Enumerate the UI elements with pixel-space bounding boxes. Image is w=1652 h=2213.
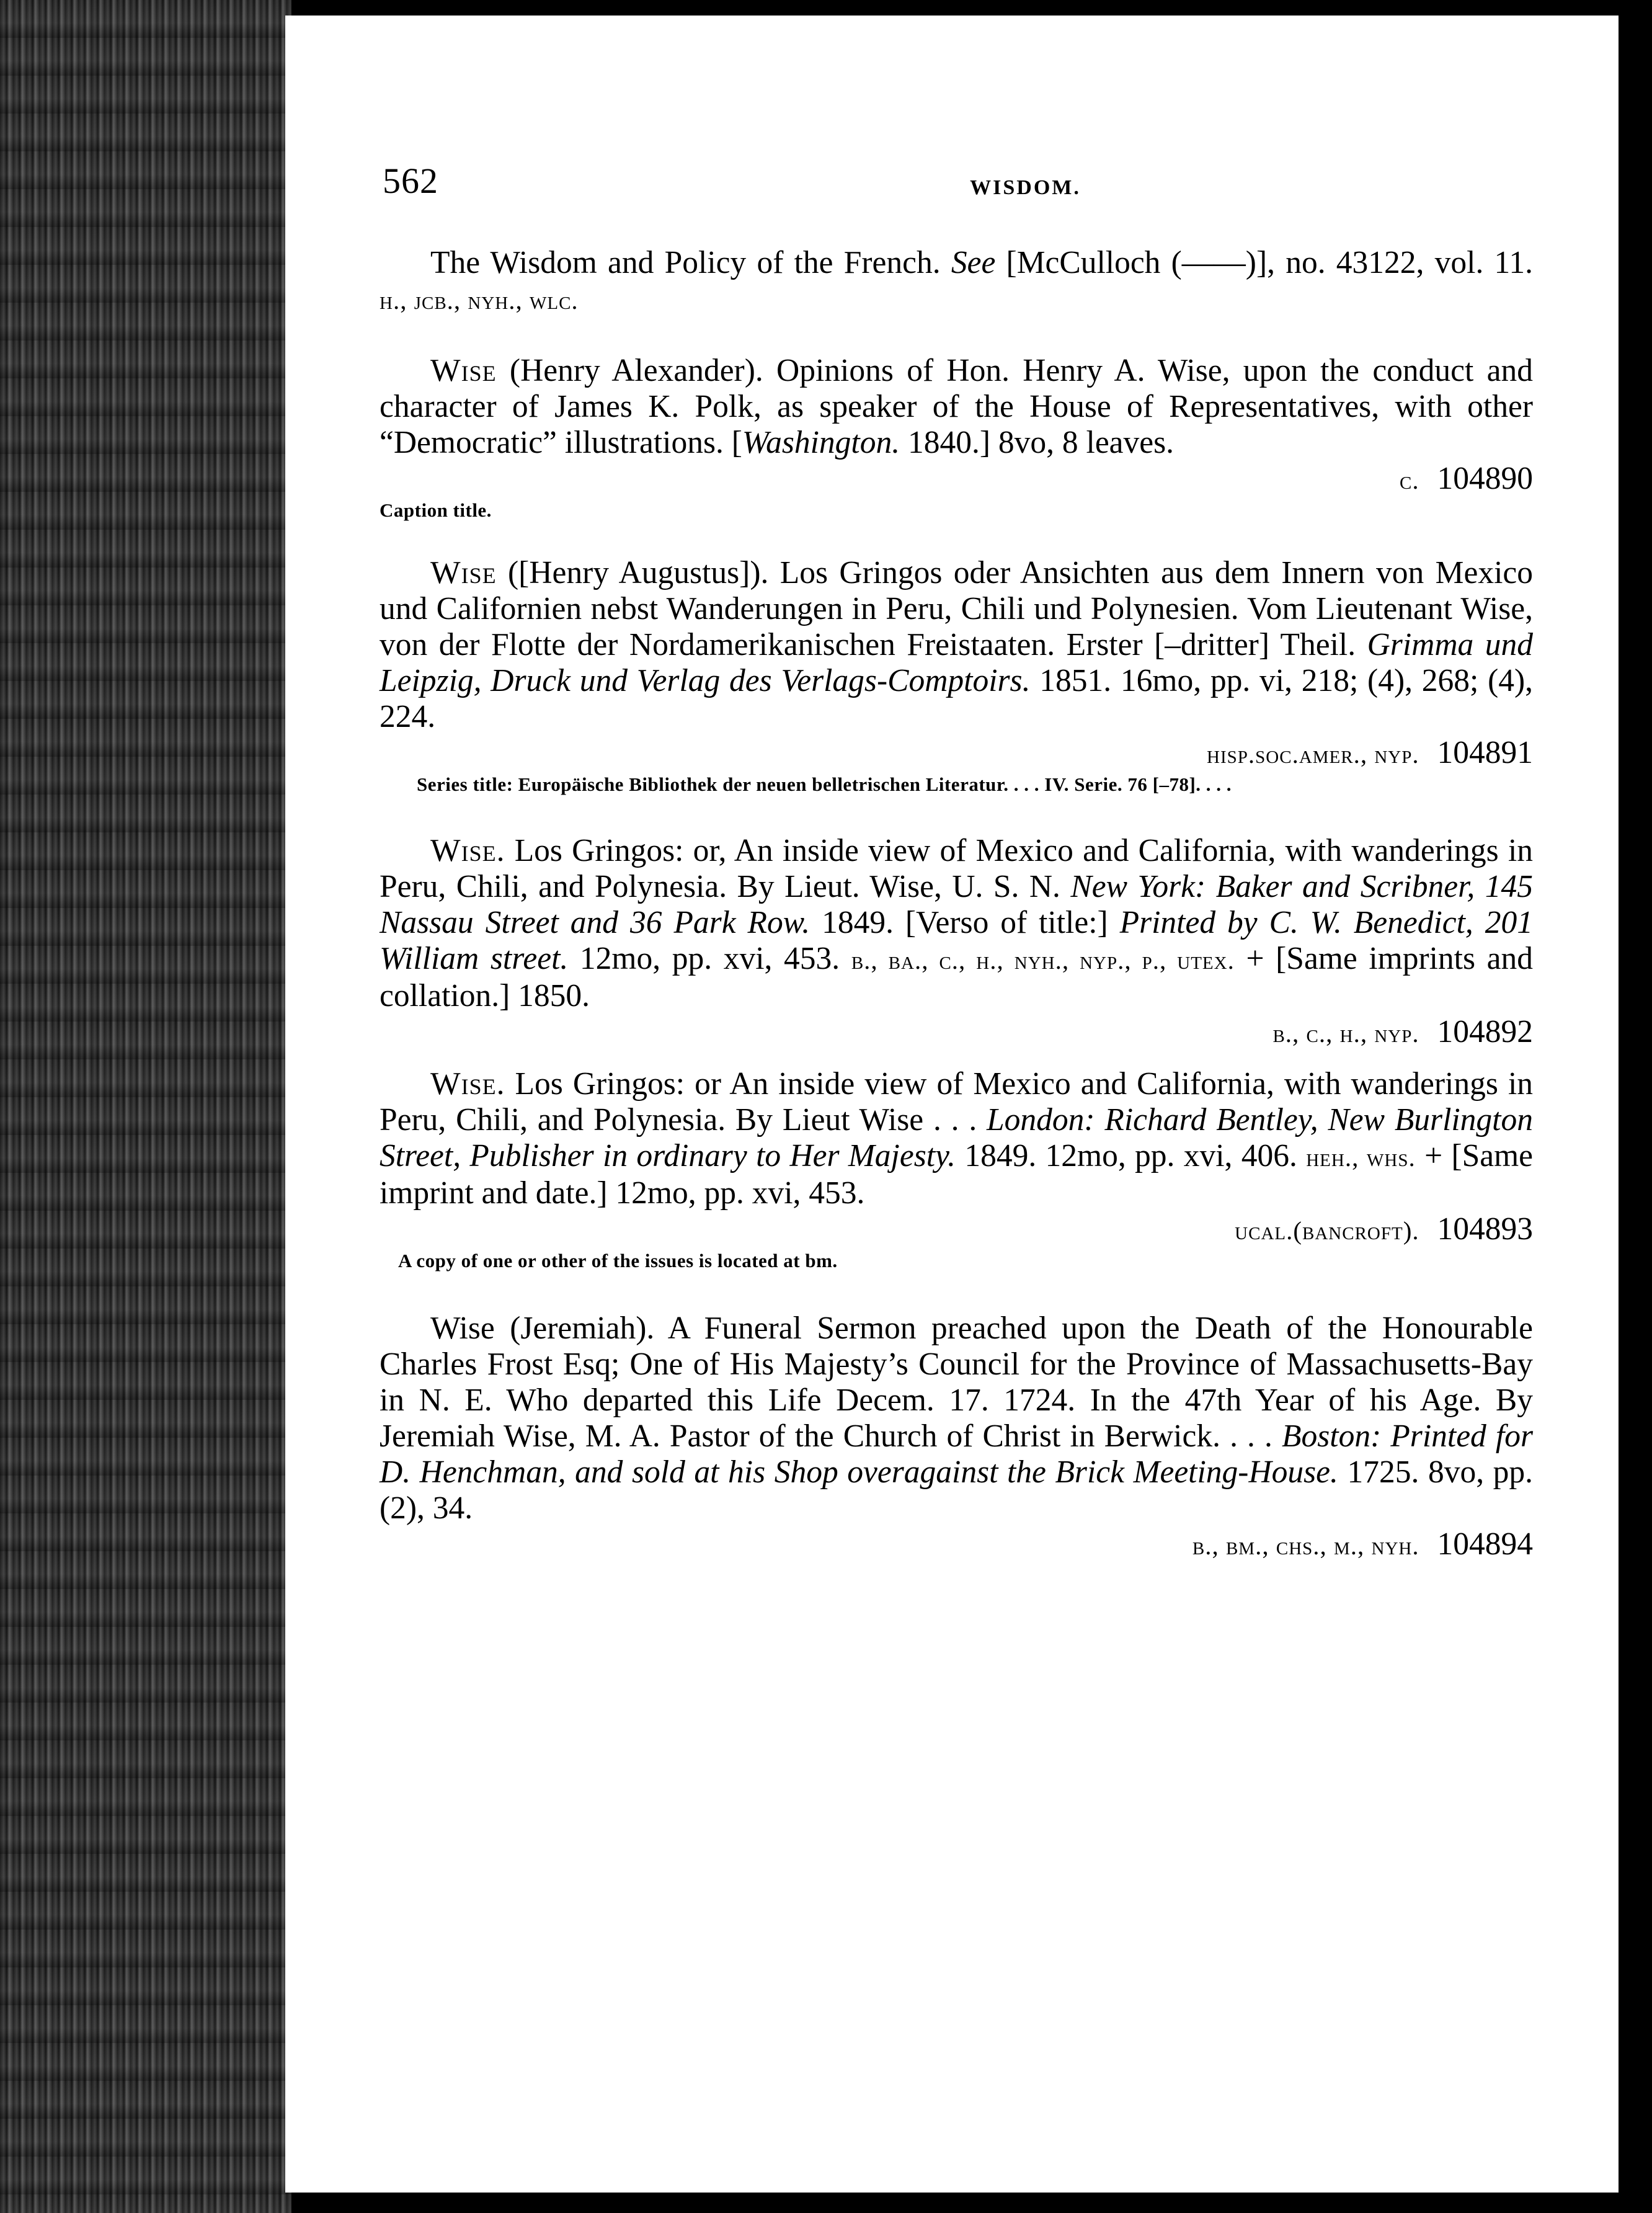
entry-collation: 1851. 16mo, pp. vi, 218; (4), 268; (4), 224. <box>380 663 1534 734</box>
entry-body: [McCulloch (——)], no. 43122, vol. 11. <box>1006 245 1534 280</box>
holdings: h., jcb., nyh., wlc. <box>380 286 579 314</box>
entry-number: 104890 <box>1437 461 1533 496</box>
entry-verso: 1849. [Verso of title:] <box>822 905 1108 940</box>
entry-second-issue: + [Same imprint and date.] 12mo, pp. xvi, 453. <box>380 1138 1534 1211</box>
imprint: New York: Baker and Scribner, 145 Nassau Street and 36 Park Row. <box>380 869 1534 940</box>
entry-text <box>380 353 1533 461</box>
entry-number: 104893 <box>1437 1211 1533 1247</box>
entry-lead: Wise. <box>430 1066 505 1102</box>
page-number: 562 <box>383 161 438 201</box>
entry-collation: 1725. 8vo, pp. (2), 34. <box>380 1454 1534 1526</box>
imprint: Boston: Printed for D. Henchman, and sold at his Shop overagainst the Brick Meeting-House. <box>380 1418 1534 1490</box>
page-header <box>383 160 1532 216</box>
entry-text <box>380 555 1533 735</box>
entry-lead: Wise. <box>430 833 505 868</box>
holdings: b., bm., chs., m., nyh. <box>1192 1531 1419 1560</box>
entry-number: 104892 <box>1437 1014 1533 1049</box>
entry-104893 <box>380 1066 1533 1273</box>
location-line <box>380 1211 1533 1249</box>
entry-lead: Wise <box>430 1311 495 1346</box>
entry-collation: 1840.] 8vo, 8 leaves. <box>907 425 1175 460</box>
imprint: Grimma und Leipzig, Druck und Verlag des Verlags-Comptoirs. <box>380 627 1534 698</box>
holdings: c. <box>1400 466 1419 494</box>
entry-wisdom-policy <box>380 245 1533 318</box>
holdings-first-issue: heh., whs. <box>1306 1143 1416 1172</box>
entry-note: Caption title. <box>380 499 492 521</box>
entry-lead: Wise <box>430 353 497 388</box>
entry-note: Series title: Europäische Bibliothek der neuen belletrischen Literatur. . . . IV. Serie. 76 [–78]. . . . <box>417 773 1232 795</box>
entry-number: 104894 <box>1437 1526 1533 1562</box>
entry-104892 <box>380 833 1533 1051</box>
holdings-first-issue: b., ba., c., h., nyh., nyp., p., utex. <box>851 946 1235 974</box>
entry-text <box>380 833 1533 1014</box>
location-line <box>380 1014 1533 1051</box>
location-line <box>380 461 1533 498</box>
entry-lead: Wise <box>430 555 497 590</box>
entry-collation: 12mo, pp. xvi, 453. <box>579 941 840 976</box>
holdings: b., c., h., nyp. <box>1272 1019 1419 1048</box>
entry-text <box>380 1311 1533 1526</box>
holdings: ucal.(bancroft). <box>1235 1216 1419 1245</box>
imprint: London: Richard Bentley, New Burlington Street, Publisher in ordinary to Her Majesty. <box>380 1102 1533 1173</box>
entry-text <box>380 1066 1533 1211</box>
entry-second-issue: + [Same imprints and collation.] 1850. <box>380 941 1534 1013</box>
entry-lead: The Wisdom and Policy of the French. <box>430 245 941 280</box>
holdings: hisp.soc.amer., nyp. <box>1207 740 1419 768</box>
location-line <box>380 735 1533 772</box>
entry-104891 <box>380 555 1533 797</box>
see-reference: See <box>951 245 996 280</box>
imprint-place: Washington. <box>742 425 900 460</box>
entry-number: 104891 <box>1437 735 1533 770</box>
entry-104894 <box>380 1311 1533 1564</box>
entry-body: Los Gringos: or An inside view of Mexico and California, with wanderings in Peru, Chili, and Polynesia. By Lieut Wise . . . <box>380 1066 1534 1138</box>
location-line <box>380 1526 1533 1564</box>
entry-body: (Henry Alexander). Opinions of Hon. Henry A. Wise, upon the conduct and character of James K. Polk, as speaker of the House of Representatives, with other “Democratic” illustrations. [ <box>380 353 1534 460</box>
entry-104890 <box>380 353 1533 523</box>
entry-body: ([Henry Augustus]). Los Gringos oder Ansichten aus dem Innern von Mexico und Californien nebst Wanderungen in Peru, Chili und Polynesien. Vom Lieutenant Wise, von der Flotte der Nordamerikanischen Freistaaten. Erster [–dritter] Theil. <box>380 555 1534 662</box>
entry-text <box>380 245 1533 318</box>
entry-body: Los Gringos: or, An inside view of Mexico and California, with wanderings in Peru, Chili, and Polynesia. By Lieut. Wise, U. S. N. <box>380 833 1534 904</box>
bibliography-entries <box>380 245 1533 1564</box>
running-title: WISDOM. <box>970 176 1081 199</box>
entry-note: A copy of one or other of the issues is located at bm. <box>398 1250 838 1271</box>
book-gutter-edge <box>0 0 291 2213</box>
entry-collation: 1849. 12mo, pp. xvi, 406. <box>964 1138 1297 1173</box>
printer-imprint: Printed by C. W. Benedict, 201 William street. <box>380 905 1533 976</box>
entry-body: (Jeremiah). A Funeral Sermon preached upon the Death of the Honourable Charles Frost Esq; One of His Majesty’s Council for the Province of Massachusetts-Bay in N. E. Who departed this Life Decem. 17. 1724. In the 47th Year of his Age. By Jeremiah Wise, M. A. Pastor of the Church of Christ in Berwick. . . . <box>380 1311 1534 1454</box>
